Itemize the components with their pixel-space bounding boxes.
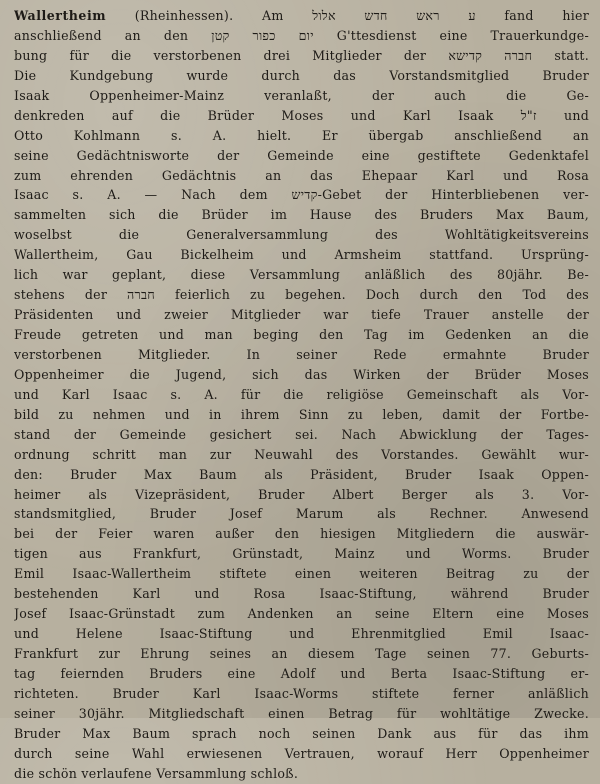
article-line: Frankfurt zur Ehrung seines an diesem Tage seinen 77. Geburts- bbox=[14, 646, 589, 661]
news-article bbox=[14, 6, 589, 784]
article-line-text: (Rheinhessen). Am ע ראש חדש אלול fand hier bbox=[106, 8, 589, 23]
article-line: seiner 30jähr. Mitgliedschaft einen Betrag für wohltätige Zwecke. bbox=[14, 705, 589, 721]
article-line: Die Kundgebung wurde durch das Vorstandsmitglied Bruder bbox=[14, 67, 589, 83]
article-line: Wallertheim, Gau Bickelheim und Armsheim stattfand. Ursprüng- bbox=[14, 247, 589, 263]
article-line: tag feiernden Bruders eine Adolf und Berta Isaac-Stiftung er- bbox=[14, 665, 589, 681]
article-line bbox=[14, 6, 589, 26]
article-line: verstorbenen Mitglieder. In seiner Rede ermahnte Bruder bbox=[14, 346, 589, 362]
article-line: woselbst die Generalversammlung des Wohltätigkeitsvereins bbox=[14, 227, 589, 243]
article-line: ordnung schritt man zur Neuwahl des Vorstandes. Gewählt wur- bbox=[14, 446, 589, 462]
article-line: lich war geplant, diese Versammlung anläßlich des 80jähr. Be- bbox=[14, 267, 589, 283]
article-line: den: Bruder Max Baum als Präsident, Bruder Isaak Oppen- bbox=[14, 466, 589, 482]
article-line: Isaac s. A. — Nach dem קדיש-Gebet der Hinterbliebenen ver- bbox=[14, 187, 589, 203]
article-line: durch seine Wahl erwiesenen Vertrauen, worauf Herr Oppenheimer bbox=[14, 745, 589, 761]
article-line: die schön verlaufene Versammlung schloß. bbox=[14, 765, 299, 781]
article-line: heimer als Vizepräsident, Bruder Albert Berger als 3. Vor- bbox=[14, 486, 589, 502]
article-line: bung für die verstorbenen drei Mitglieder der חברה קדישא statt. bbox=[14, 47, 589, 63]
article-headline: Wallertheim bbox=[14, 8, 107, 23]
article-line: richteten. Bruder Karl Isaac-Worms stiftete ferner anläßlich bbox=[14, 685, 589, 701]
article-line: bestehenden Karl und Rosa Isaac-Stiftung, während Bruder bbox=[14, 586, 589, 602]
article-line: Freude getreten und man beging den Tag im Gedenken an die bbox=[14, 327, 589, 342]
article-line: Präsidenten und zweier Mitglieder war tiefe Trauer anstelle der bbox=[14, 307, 589, 323]
article-line: Bruder Max Baum sprach noch seinen Dank aus für das ihm bbox=[14, 725, 589, 741]
article-line: standsmitglied, Bruder Josef Marum als Rechner. Anwesend bbox=[14, 506, 589, 522]
article-line: anschließend an den יום כפור קטן G'ttesdienst eine Trauerkundge- bbox=[14, 27, 589, 43]
article-line: sammelten sich die Brüder im Hause des Bruders Max Baum, bbox=[14, 207, 589, 223]
article-line: Oppenheimer die Jugend, sich das Wirken der Brüder Moses bbox=[14, 366, 589, 382]
article-line: seine Gedächtnisworte der Gemeinde eine gestiftete Gedenktafel bbox=[14, 147, 589, 163]
article-line: bild zu nehmen und in ihrem Sinn zu leben, damit der Fortbe- bbox=[14, 406, 589, 422]
article-line: Josef Isaac-Grünstadt zum Andenken an seine Eltern eine Moses bbox=[14, 606, 589, 622]
article-line: Otto Kohlmann s. A. hielt. Er übergab anschließend an bbox=[14, 127, 589, 143]
article-line: tigen aus Frankfurt, Grünstadt, Mainz und Worms. Bruder bbox=[14, 546, 589, 562]
article-line: Emil Isaac-Wallertheim stiftete einen weiteren Beitrag zu der bbox=[14, 566, 589, 582]
article-line: Isaak Oppenheimer-Mainz veranlaßt, der auch die Ge- bbox=[14, 87, 589, 103]
article-line: denkreden auf die Brüder Moses und Karl Isaak ז"ל und bbox=[14, 107, 589, 123]
article-line: stand der Gemeinde gesichert sei. Nach Abwicklung der Tages- bbox=[14, 426, 589, 442]
article-line: bei der Feier waren außer den hiesigen Mitgliedern die auswär- bbox=[14, 526, 589, 542]
article-line: und Karl Isaac s. A. für die religiöse Gemeinschaft als Vor- bbox=[14, 386, 589, 402]
article-line: stehens der חברה feierlich zu begehen. Doch durch den Tod des bbox=[14, 287, 589, 303]
article-line: zum ehrenden Gedächtnis an das Ehepaar Karl und Rosa bbox=[14, 167, 589, 183]
article-line: und Helene Isaac-Stiftung und Ehrenmitglied Emil Isaac- bbox=[14, 626, 589, 642]
